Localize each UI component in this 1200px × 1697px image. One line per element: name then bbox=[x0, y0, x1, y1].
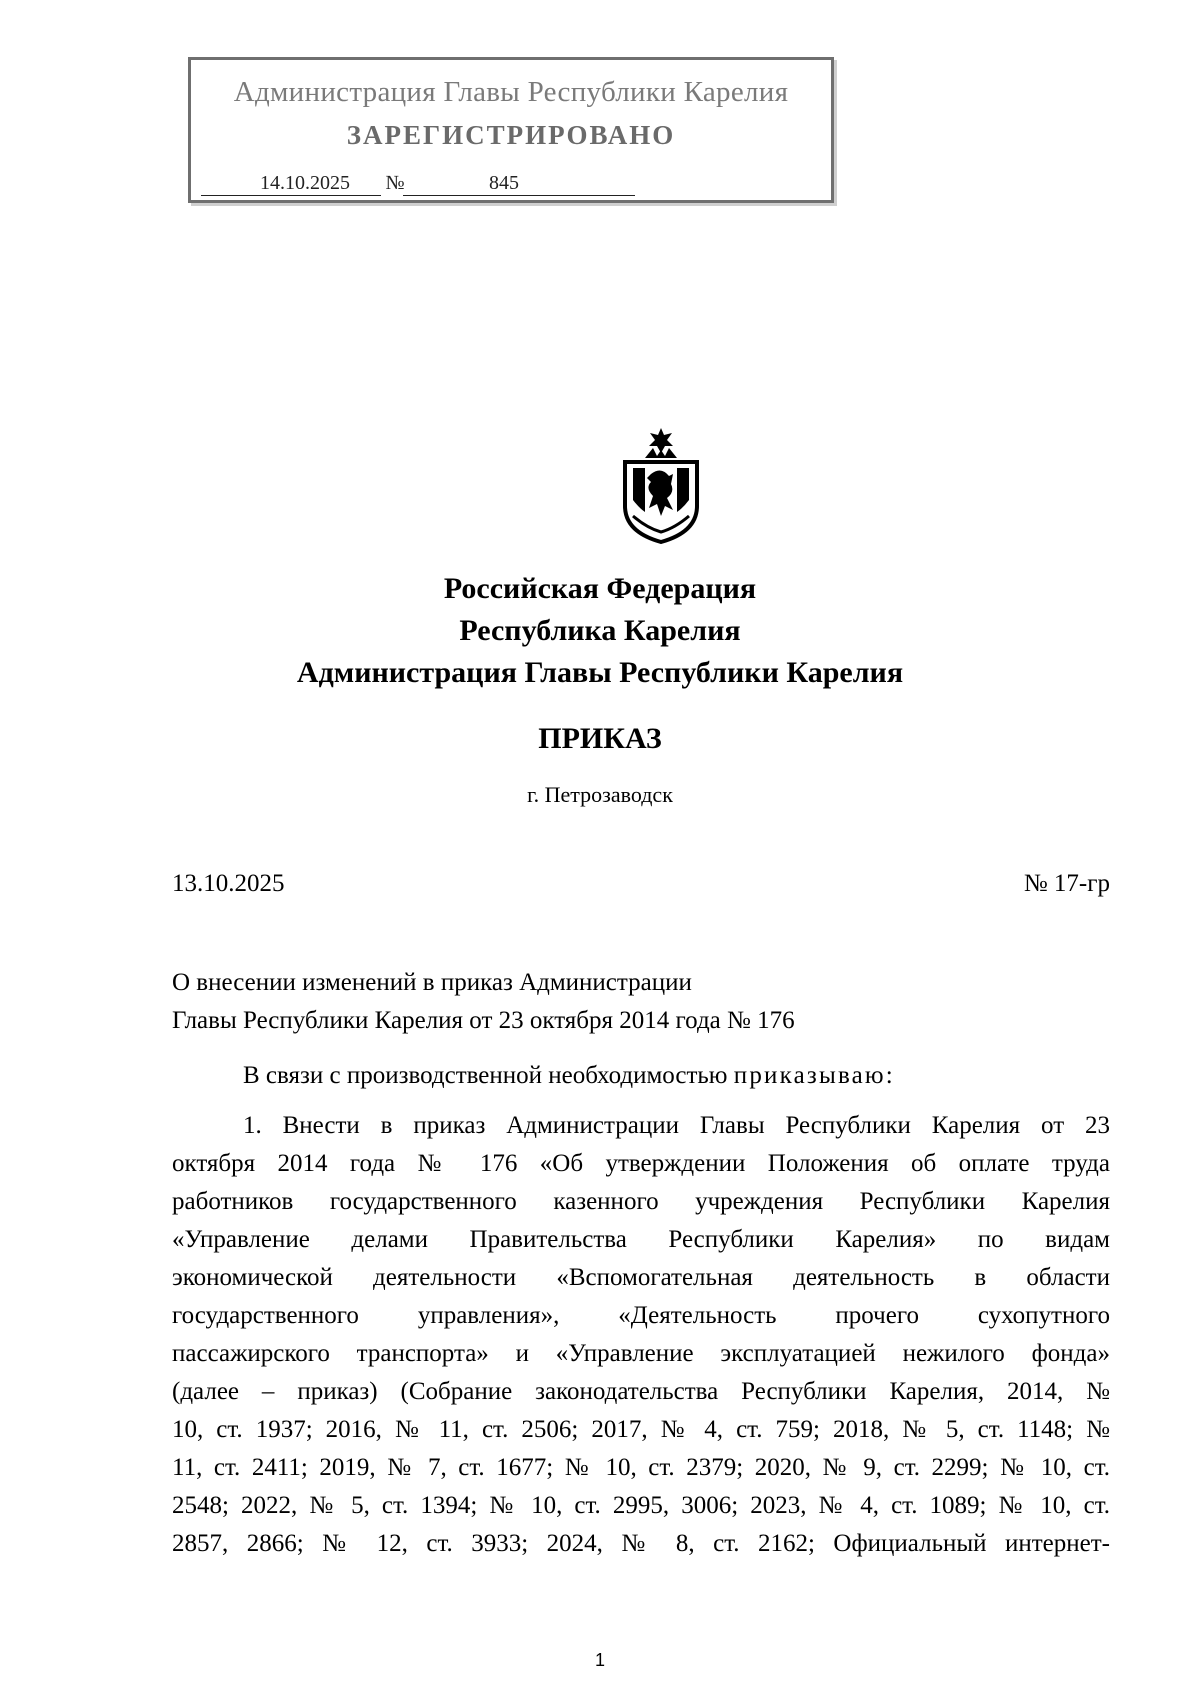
subject-line: О внесении изменений в приказ Администрации bbox=[172, 969, 692, 996]
paragraph-line: 2548; 2022, № 5, ст. 1394; № 10, ст. 2995, 3006; 2023, № 4, ст. 1089; № 10, ст. bbox=[172, 1492, 1110, 1519]
paragraph-line: «Управление делами Правительства Республики Карелия» по видам bbox=[172, 1226, 1110, 1253]
stamp-status: ЗАРЕГИСТРИРОВАНО bbox=[346, 120, 676, 150]
paragraph-line: пассажирского транспорта» и «Управление эксплуатацией нежилого фонда» bbox=[172, 1340, 1110, 1367]
registration-stamp bbox=[188, 57, 834, 203]
document-city: г. Петрозаводск bbox=[527, 782, 673, 807]
header-administration: Администрация Главы Республики Карелия bbox=[296, 656, 904, 689]
header-country: Российская Федерация bbox=[443, 572, 757, 605]
document-subject bbox=[172, 964, 795, 1040]
preamble-order-word: приказываю: bbox=[733, 1062, 895, 1089]
preamble-text: В связи с производственной необходимостью bbox=[243, 1062, 728, 1089]
karelia-coat-of-arms-icon bbox=[617, 428, 705, 544]
stamp-date: 14.10.2025 bbox=[201, 172, 381, 196]
paragraph-line: 1. Внести в приказ Администрации Главы Республики Карелия от 23 bbox=[243, 1112, 1110, 1139]
paragraph-line: 11, ст. 2411; 2019, № 7, ст. 1677; № 10, ст. 2379; 2020, № 9, ст. 2299; № 10, ст. bbox=[172, 1454, 1110, 1481]
paragraph-line: государственного управления», «Деятельность прочего сухопутного bbox=[172, 1302, 1110, 1329]
preamble bbox=[243, 1062, 895, 1090]
paragraph-line: октября 2014 года № 176 «Об утверждении Положения об оплате труда bbox=[172, 1150, 1110, 1177]
paragraph-line: экономической деятельности «Вспомогательная деятельность в области bbox=[172, 1264, 1110, 1291]
page-number: 1 bbox=[594, 1650, 605, 1670]
stamp-number-sign: № bbox=[385, 172, 405, 194]
header-republic: Республика Карелия bbox=[459, 614, 741, 647]
paragraph-line: работников государственного казенного учреждения Республики Карелия bbox=[172, 1188, 1110, 1215]
subject-line: Главы Республики Карелия от 23 октября 2014 года № 176 bbox=[172, 1007, 795, 1034]
paragraph-line: (далее – приказ) (Собрание законодательства Республики Карелия, 2014, № bbox=[172, 1378, 1110, 1405]
paragraph-line: 10, ст. 1937; 2016, № 11, ст. 2506; 2017, № 4, ст. 759; 2018, № 5, ст. 1148; № bbox=[172, 1416, 1110, 1443]
document-number: № 17-гр bbox=[1023, 870, 1110, 897]
stamp-organization: Администрация Главы Республики Карелия bbox=[233, 76, 789, 108]
document-type: ПРИКАЗ bbox=[538, 722, 662, 755]
stamp-number: 845 bbox=[403, 172, 635, 196]
paragraph-line: 2857, 2866; № 12, ст. 3933; 2024, № 8, ст. 2162; Официальный интернет- bbox=[172, 1530, 1110, 1557]
document-date: 13.10.2025 bbox=[172, 870, 285, 897]
